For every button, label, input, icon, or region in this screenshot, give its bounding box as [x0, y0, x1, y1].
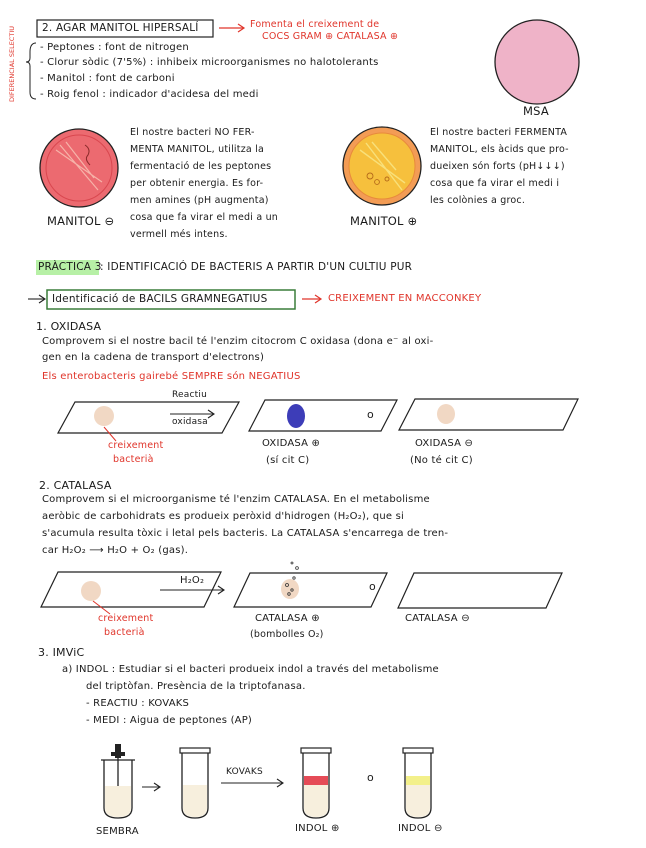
oxidasa-creixement-1: creixement	[108, 440, 164, 451]
imvic-heading: 3. IMViC	[38, 646, 85, 659]
agar-red-note-2: COCS GRAM ⊕ CATALASA ⊕	[262, 31, 399, 42]
oxidasa-reagent-2: oxidasa	[172, 417, 208, 427]
oxidasa-red: Els enterobacteris gairebé SEMPRE són NEGATIUS	[42, 371, 301, 382]
oxidasa-text-1: Comprovem si el nostre bacil té l'enzim citocrom C oxidasa (dona e⁻ al oxi-	[42, 336, 434, 347]
identificacio-red: CREIXEMENT EN MACCONKEY	[328, 293, 482, 304]
kovaks-label: KOVAKS	[226, 767, 263, 777]
agar-item: - Roig fenol : indicador d'acidesa del medi	[40, 89, 259, 100]
catalasa-slide-2	[234, 573, 387, 607]
agar-item: - Clorur sòdic (7'5%) : inhibeix microorganismes no halotolerants	[40, 57, 379, 68]
oxidasa-neg-2: (No té cit C)	[410, 455, 473, 466]
catalasa-reagent: H₂O₂	[180, 575, 205, 586]
agar-item: - Manitol : font de carboni	[40, 73, 175, 84]
manitol-neg-label: MANITOL ⊖	[47, 214, 115, 228]
bacteria-smear	[94, 406, 114, 426]
catalasa-text-4: car H₂O₂ ⟶ H₂O + O₂ (gas).	[42, 545, 189, 556]
oxidasa-slide-1	[58, 402, 239, 433]
pos-text: El nostre bacteri FERMENTA MANITOL, els àcids que pro- dueixen són forts (pH↓↓↓) cosa que fa virar el medi i les colònies a groc.	[430, 127, 569, 206]
catalasa-text-1: Comprovem si el microorganisme té l'enzim CATALASA. En el metabolisme	[42, 494, 430, 505]
catalasa-neg-1: CATALASA ⊖	[405, 613, 470, 624]
imvic-medi: - MEDI : Aigua de peptones (AP)	[86, 715, 253, 726]
oxidasa-slide-3	[399, 399, 578, 430]
brace-icon	[26, 43, 36, 99]
side-label: DIFERENCIAL SELECTIU	[8, 26, 16, 102]
culture-tube	[180, 748, 210, 818]
practica-title: : IDENTIFICACIÓ DE BACTERIS A PARTIR D'UN CULTIU PUR	[100, 261, 413, 273]
indol-pos-label: INDOL ⊕	[295, 823, 340, 834]
catalasa-creixement-2: bacterià	[104, 627, 145, 638]
catalasa-text-3: s'acumula resulta tòxic i letal pels bacteris. La CATALASA s'encarrega de tren-	[42, 528, 449, 539]
catalasa-pos-1: CATALASA ⊕	[255, 613, 320, 624]
imvic-reactiu: - REACTIU : KOVAKS	[86, 698, 190, 709]
indol-neg-label: INDOL ⊖	[398, 823, 443, 834]
oxidasa-pos-2: (sí cit C)	[266, 455, 310, 466]
oxidasa-slide-2	[249, 400, 397, 431]
oxidasa-creixement-2: bacterià	[113, 454, 154, 465]
oxidasa-reagent-1: Reactiu	[172, 390, 207, 400]
oxidasa-pos-1: OXIDASA ⊕	[262, 438, 321, 449]
imvic-a2: del triptòfan. Presència de la triptofanasa.	[86, 681, 306, 692]
agar-title: 2. AGAR MANITOL HIPERSALÍ	[42, 22, 199, 34]
indol-neg-tube	[403, 748, 433, 818]
imvic-or: o	[367, 771, 374, 784]
oxidasa-or: o	[367, 408, 374, 421]
oxidasa-purple-spot	[287, 404, 305, 428]
manitol-pos-label: MANITOL ⊕	[350, 214, 418, 228]
practica-label: PRÀCTICA 3	[38, 261, 102, 273]
sembra-tube	[101, 744, 135, 818]
msa-plate	[495, 20, 579, 104]
agar-red-note-1: Fomenta el creixement de	[250, 19, 380, 30]
oxidasa-text-2: gen en la cadena de transport d'electrons)	[42, 352, 265, 363]
indol-pos-tube	[301, 748, 331, 818]
oxidasa-neg-1: OXIDASA ⊖	[415, 438, 474, 449]
catalasa-creixement-1: creixement	[98, 613, 154, 624]
neg-text: El nostre bacteri NO FER- MENTA MANITOL, utilitza la fermentació de les peptones per obtenir energia. Es for- men amines (pH augmenta) cosa que fa virar el medi a un vermell més intens.	[130, 127, 279, 240]
catalasa-slide-3	[398, 573, 562, 608]
identificacio-box-text: Identificació de BACILS GRAMNEGATIUS	[52, 293, 268, 305]
catalasa-or: o	[369, 580, 376, 593]
imvic-a1: a) INDOL : Estudiar si el bacteri produeix indol a través del metabolisme	[62, 664, 439, 675]
msa-label: MSA	[523, 104, 549, 118]
oxidasa-heading: 1. OXIDASA	[36, 320, 102, 333]
catalasa-pos-2: (bombolles O₂)	[250, 629, 324, 640]
sembra-label: SEMBRA	[96, 826, 139, 837]
catalasa-heading: 2. CATALASA	[39, 479, 112, 492]
catalasa-text-2: aeròbic de carbohidrats es produeix peròxid d'hidrogen (H₂O₂), que si	[42, 511, 404, 522]
agar-item: - Peptones : font de nitrogen	[40, 42, 189, 53]
